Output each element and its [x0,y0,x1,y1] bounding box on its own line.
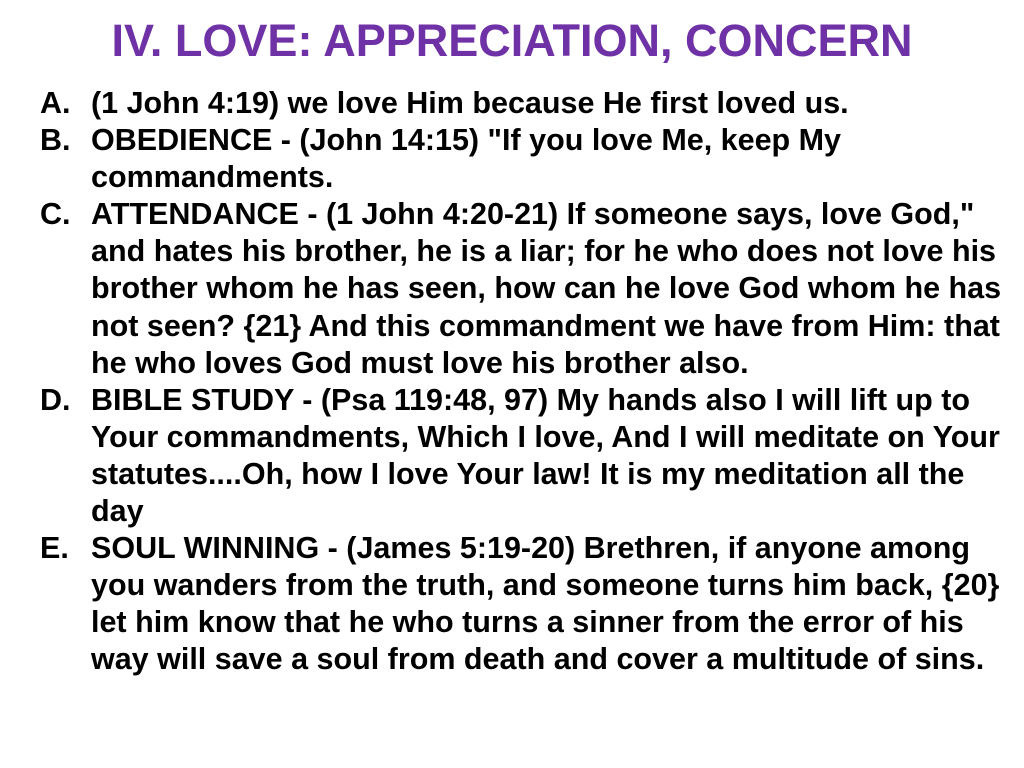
slide-title: IV. LOVE: APPRECIATION, CONCERN [111,15,913,66]
list-item-e [40,530,1020,678]
item-text: ATTENDANCE - (1 John 4:20-21) If someone says, love God," and hates his brother, he is a liar; for he who does not love his brother whom he has seen, how can he love God whom he has not seen? {21} And this commandment we have from Him: that he who loves God must love his brother also. [91,197,1002,380]
list-item-c [40,196,1020,381]
item-text: OBEDIENCE - (John 14:15) "If you love Me, keep My commandments. [91,123,842,195]
list-item-b [40,122,1020,196]
item-text: (1 John 4:19) we love Him because He first loved us. [91,86,849,120]
item-letter: B. [40,123,71,158]
list-item-d [40,382,1020,530]
item-text: BIBLE STUDY - (Psa 119:48, 97) My hands also I will lift up to Your commandments, Which I love, And I will meditate on Your statutes....Oh, how I love Your law! It is my meditation all the day [91,382,1000,529]
list-item-a [40,85,1020,122]
point-list [40,85,1020,679]
item-letter: D. [40,382,71,417]
item-text: SOUL WINNING - (James 5:19-20) Brethren, if anyone among you wanders from the truth, and someone turns him back, {20} let him know that he who turns a sinner from the error of his way will save a soul from death and cover a multitude of sins. [91,531,1000,677]
item-letter: C. [40,197,71,232]
item-letter: A. [40,86,71,120]
item-letter: E. [40,531,69,566]
